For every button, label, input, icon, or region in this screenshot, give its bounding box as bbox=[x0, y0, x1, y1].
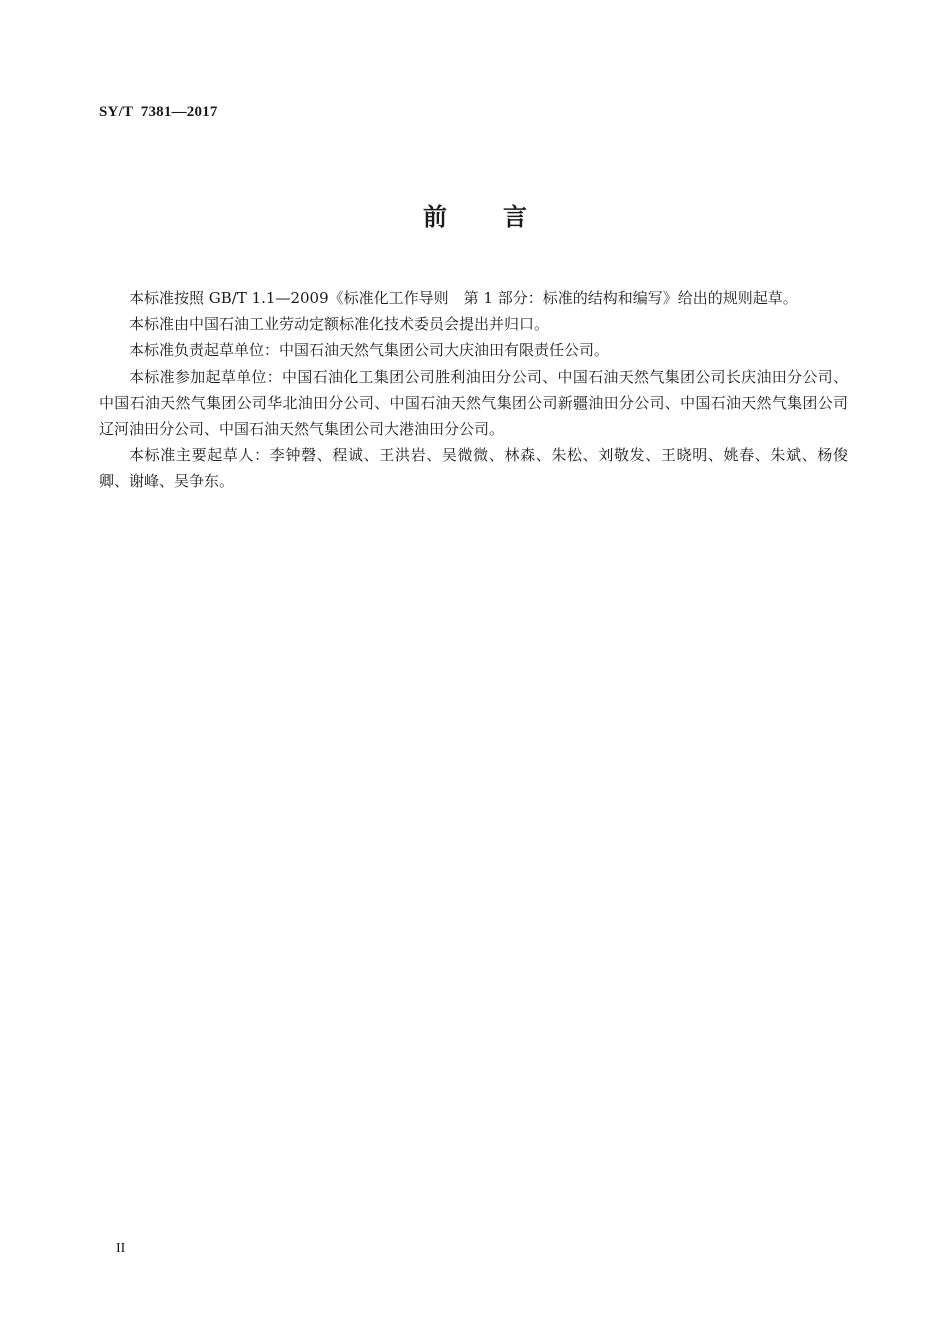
foreword-body bbox=[99, 285, 848, 495]
page-title: 前言 bbox=[423, 203, 583, 231]
paragraph-drafting-rules: 本标准按照 GB/T 1.1—2009《标准化工作导则 第 1 部分：标准的结构和编写》给出的规则起草。 bbox=[129, 289, 798, 307]
paragraph-main-drafters: 本标准主要起草人：李钟磬、程诚、王洪岩、吴微微、林森、朱松、刘敬发、王晓明、姚春、朱斌、杨俊卿、谢峰、吴争东。 bbox=[99, 446, 848, 491]
page-number: II bbox=[116, 1241, 126, 1256]
paragraph-lead-drafter: 本标准负责起草单位：中国石油天然气集团公司大庆油田有限责任公司。 bbox=[129, 341, 610, 360]
paragraph-participating-drafters: 本标准参加起草单位：中国石油化工集团公司胜利油田分公司、中国石油天然气集团公司长庆油田分公司、中国石油天然气集团公司华北油田分公司、中国石油天然气集团公司新疆油田分公司、中国石油天然气集团公司辽河油田分公司、中国石油天然气集团公司大港油田分公司。 bbox=[99, 367, 848, 439]
standard-code: SY/T 7381—2017 bbox=[99, 104, 218, 120]
paragraph-proposer: 本标准由中国石油工业劳动定额标准化技术委员会提出并归口。 bbox=[129, 315, 550, 334]
